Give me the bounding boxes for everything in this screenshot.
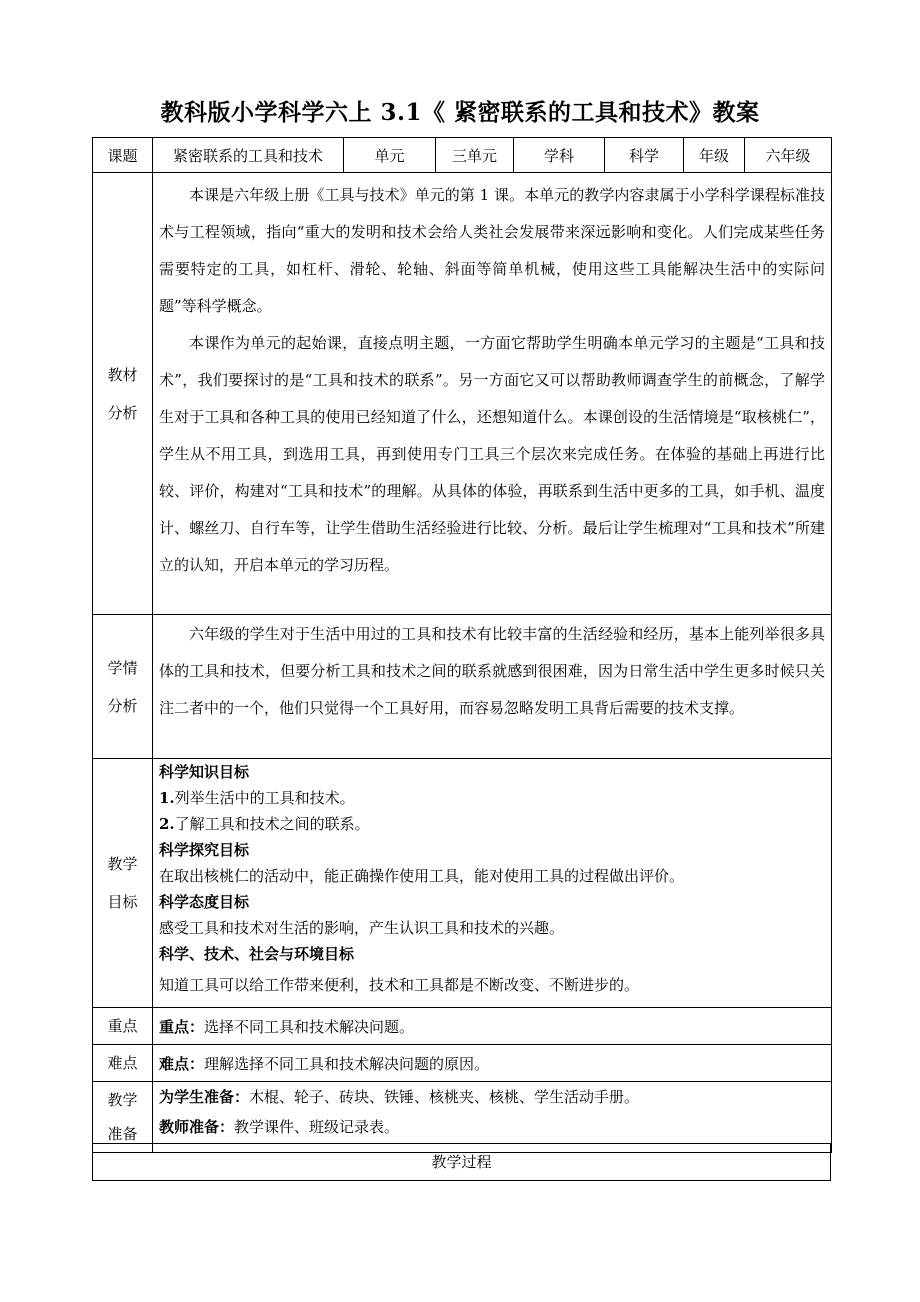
stse-goal-text: 知道工具可以给工作带来便利，技术和工具都是不断改变、不断进步的。 <box>159 976 640 994</box>
inquiry-goal-title: 科学探究目标 <box>159 841 250 859</box>
key-point-content: 重点：选择不同工具和技术解决问题。 <box>153 1008 832 1045</box>
material-label: 教材 分析 <box>93 173 153 615</box>
header-row <box>93 138 832 173</box>
student-prep: 为学生准备：木棍、轮子、砖块、铁锤、核桃夹、核桃、学生活动手册。 <box>159 1088 640 1106</box>
grade-label: 年级 <box>684 138 745 173</box>
material-paragraph-2: 本课作为单元的起始课，直接点明主题，一方面它帮助学生明确本单元学习的主题是“工具和技术”，我们要探讨的是“工具和技术的联系”。另一方面它又可以帮助教师调查学生的前概念，了解学生对于工具和各种工具的使用已经知道了什么，还想知道什么。本课创设的生活情境是“取核桃仁”，学生从不用工具，到选用工具，再到使用专门工具三个层次来完成任务。在体验的基础上再进行比较、评价，构建对“工具和技术”的理解。从具体的体验，再联系到生活中更多的工具，如手机、温度计、螺丝刀、自行车等，让学生借助生活经验进行比较、分析。最后让学生梳理对“工具和技术”所建立的认知，开启本单元的学习历程。 <box>159 334 825 574</box>
students-row <box>93 615 832 759</box>
attitude-goal-title: 科学态度目标 <box>159 893 250 911</box>
difficulty-label: 难点 <box>93 1045 153 1082</box>
lesson-plan-table <box>92 137 832 1153</box>
material-content <box>153 173 832 615</box>
knowledge-goal-title: 科学知识目标 <box>159 763 250 781</box>
stse-goal-title: 科学、技术、社会与环境目标 <box>159 945 355 963</box>
material-row <box>93 173 832 615</box>
knowledge-goal-1: 1.列举生活中的工具和技术。 <box>159 789 355 807</box>
key-point-row <box>93 1008 832 1045</box>
grade-value: 六年级 <box>745 138 832 173</box>
knowledge-goal-2: 2.了解工具和技术之间的联系。 <box>159 815 370 833</box>
prep-label: 教学 准备 <box>93 1082 153 1153</box>
prep-row <box>93 1082 832 1153</box>
students-content <box>153 615 832 759</box>
goals-row <box>93 759 832 1008</box>
attitude-goal-text: 感受工具和技术对生活的影响，产生认识工具和技术的兴趣。 <box>159 919 565 937</box>
students-label: 学情 分析 <box>93 615 153 759</box>
document-title: 教科版小学科学六上 3.1《 紧密联系的工具和技术》教案 <box>160 99 760 126</box>
prep-content <box>153 1082 832 1153</box>
subject-label: 学科 <box>514 138 605 173</box>
students-paragraph: 六年级的学生对于生活中用过的工具和技术有比较丰富的生活经验和经历，基本上能列举很多具体的工具和技术，但要分析工具和技术之间的联系就感到很困难，因为日常生活中学生更多时候只关注二者中的一个，他们只觉得一个工具好用，而容易忽略发明工具背后需要的技术支撑。 <box>159 625 825 717</box>
teacher-prep: 教师准备：教学课件、班级记录表。 <box>159 1118 400 1136</box>
unit-value: 三单元 <box>436 138 514 173</box>
subject-value: 科学 <box>605 138 684 173</box>
material-paragraph-1: 本课是六年级上册《工具与技术》单元的第 1 课。本单元的教学内容隶属于小学科学课程标准技术与工程领域，指向“重大的发明和技术会给人类社会发展带来深远影响和变化。人们完成某些任务需要特定的工具，如杠杆、滑轮、轮轴、斜面等简单机械，使用这些工具能解决生活中的实际问题”等科学概念。 <box>159 186 825 315</box>
lesson-value: 紧密联系的工具和技术 <box>153 138 344 173</box>
difficulty-content: 难点：理解选择不同工具和技术解决问题的原因。 <box>153 1045 832 1082</box>
key-point-label: 重点 <box>93 1008 153 1045</box>
goals-content <box>153 759 832 1008</box>
goals-label: 教学 目标 <box>93 759 153 1008</box>
lesson-label: 课题 <box>93 138 153 173</box>
difficulty-row <box>93 1045 832 1082</box>
unit-label: 单元 <box>344 138 436 173</box>
inquiry-goal-text: 在取出核桃仁的活动中，能正确操作使用工具，能对使用工具的过程做出评价。 <box>159 867 685 885</box>
teaching-process-heading: 教学过程 <box>92 1143 831 1181</box>
